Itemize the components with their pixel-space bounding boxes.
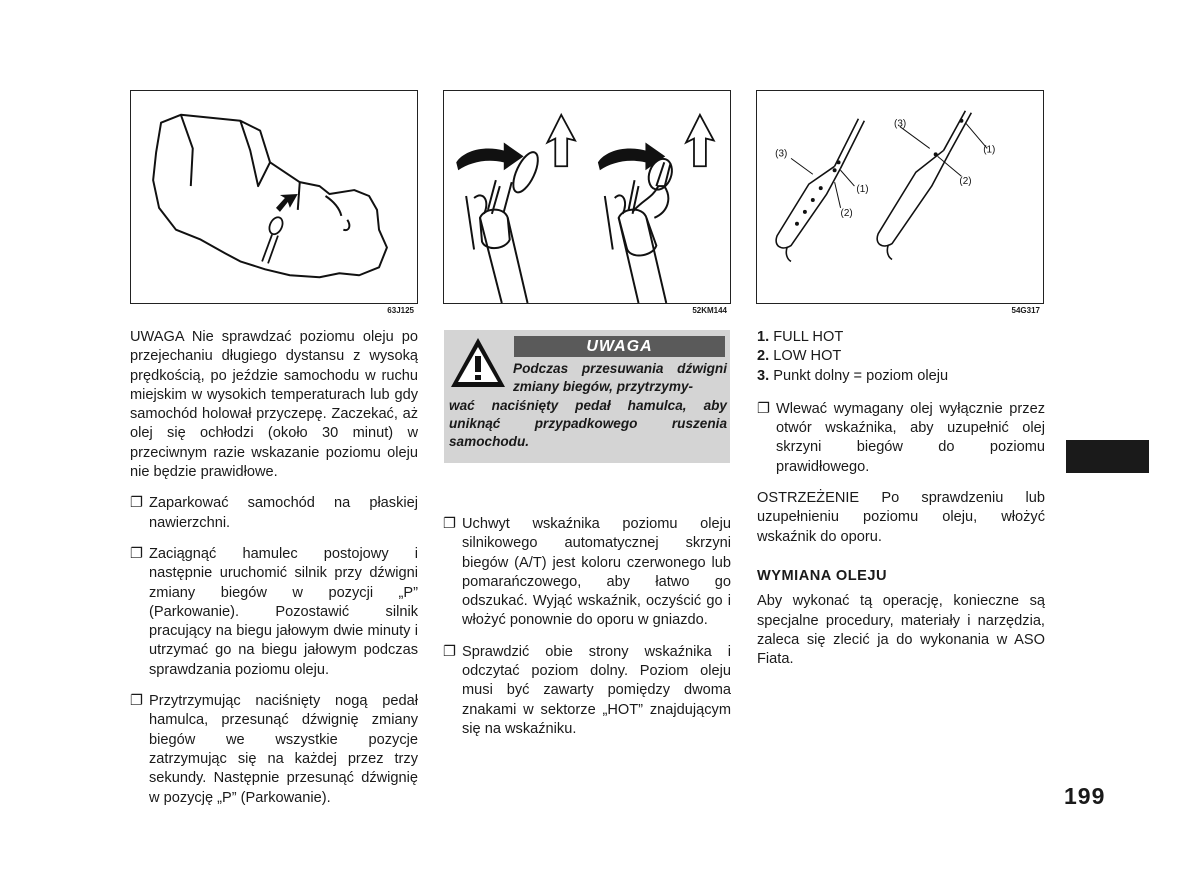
label-1-right: (1) [983, 144, 996, 156]
numbered-item: 1. FULL HOT [757, 329, 844, 345]
figure-transmission-dipstick-location [130, 90, 418, 315]
dipstick-removal-illustration [444, 91, 730, 303]
label-2-left: (2) [840, 207, 853, 219]
checkbox-bullet-icon: ❐ [130, 495, 144, 512]
section-heading: WYMIANA OLEJU [757, 567, 888, 584]
page-number: 199 [1064, 783, 1106, 809]
column-left [130, 328, 418, 808]
label-1-left: (1) [856, 184, 869, 196]
label-2-right: (2) [959, 176, 972, 188]
figure-dipstick-markings [756, 90, 1044, 315]
figure-code: 63J125 [387, 306, 414, 315]
column-right [757, 328, 1045, 669]
warning-title: UWAGA [514, 336, 725, 357]
list-item: ❐ Uchwyt wskaźnika poziomu oleju silnikowego automatycznej skrzyni biegów (A/T) jest koloru czerwonego lub pomarańczowego, aby łatwo go odszukać. Wyjąć wskaźnik, oczyścić go i włożyć ponownie do oporu w gniazdo. [443, 516, 731, 629]
dipstick-markings-illustration [757, 91, 1043, 303]
figure-code: 54G317 [1011, 306, 1040, 315]
list-item: ❐ Zaciągnąć hamulec postojowy i następnie uruchomić silnik przy dźwigni zmiany biegów w pozycji „P” (Parkowanie). Pozostawić silnik pracujący na biegu jałowym dwie minuty i utrzymać go na biegu jałowym podczas sprawdzania poziomu oleju. [130, 545, 418, 678]
list-item: ❐ Sprawdzić obie strony wskaźnika i odczytać poziom dolny. Poziom oleju musi być zawarty pomiędzy dwoma znakami w sektorze „HOT” znajdującym się na wskaźniku. [443, 643, 731, 737]
checkbox-bullet-icon: ❐ [443, 643, 457, 660]
list-item: ❐ Przytrzymując naciśnięty nogą pedał hamulca, przesunąć dźwignię zmiany biegów we wszystkie pozycje zatrzymując się na każdej przez trzy sekundy. Następnie przesunąć dźwignię w pozycję „P” (Parkowanie). [130, 693, 418, 806]
section-body: Aby wykonać tą operację, konieczne są specjalne procedury, materiały i narzędzia, zaleca się zlecić ja do wykonania w ASO Fiata. [757, 593, 1045, 668]
intro-note: UWAGA Nie sprawdzać poziomu oleju po przejechaniu długiego dystansu z wysoką prędkością, po jeździe samochodu w ruchu miejskim w wysokich temperaturach lub gdy samochód holował przyczepę. Zaczekać, aż olej się ochłodzi (około 30 minut) w przeciwnym razie wskazanie poziomu oleju nie będzie prawidłowe. [130, 329, 418, 481]
column-middle [443, 515, 731, 739]
list-item: ❐ Zaparkować samochód na płaskiej nawierzchni. [130, 495, 418, 531]
numbered-item: 3. Punkt dolny = poziom oleju [757, 367, 949, 384]
transmission-illustration [131, 91, 417, 303]
label-3-left: (3) [775, 148, 788, 160]
numbered-item: 2. LOW HOT [757, 348, 842, 365]
label-3-right: (3) [894, 118, 907, 130]
checkbox-bullet-icon: ❐ [757, 400, 771, 417]
warning-text: Podczas przesuwania dźwigni zmiany biegów, przytrzymy- wać naciśnięty pedał hamulca, aby uniknąć przypadkowego ruszenia samochodu. [449, 361, 727, 450]
checkbox-bullet-icon: ❐ [130, 545, 144, 562]
figure-code: 52KM144 [692, 306, 727, 315]
checkbox-bullet-icon: ❐ [130, 693, 144, 710]
list-item: ❐ Wlewać wymagany olej wyłącznie przez otwór wskaźnika, aby uzupełnić olej skrzyni biegów do poziomu prawidłowego. [757, 400, 1045, 475]
caution-note: OSTRZEŻENIE Po sprawdzeniu lub uzupełnieniu poziomu oleju, włożyć wskaźnik do oporu. [757, 490, 1045, 545]
figure-dipstick-removal [443, 90, 731, 315]
chapter-tab [1066, 440, 1149, 473]
checkbox-bullet-icon: ❐ [443, 516, 457, 532]
